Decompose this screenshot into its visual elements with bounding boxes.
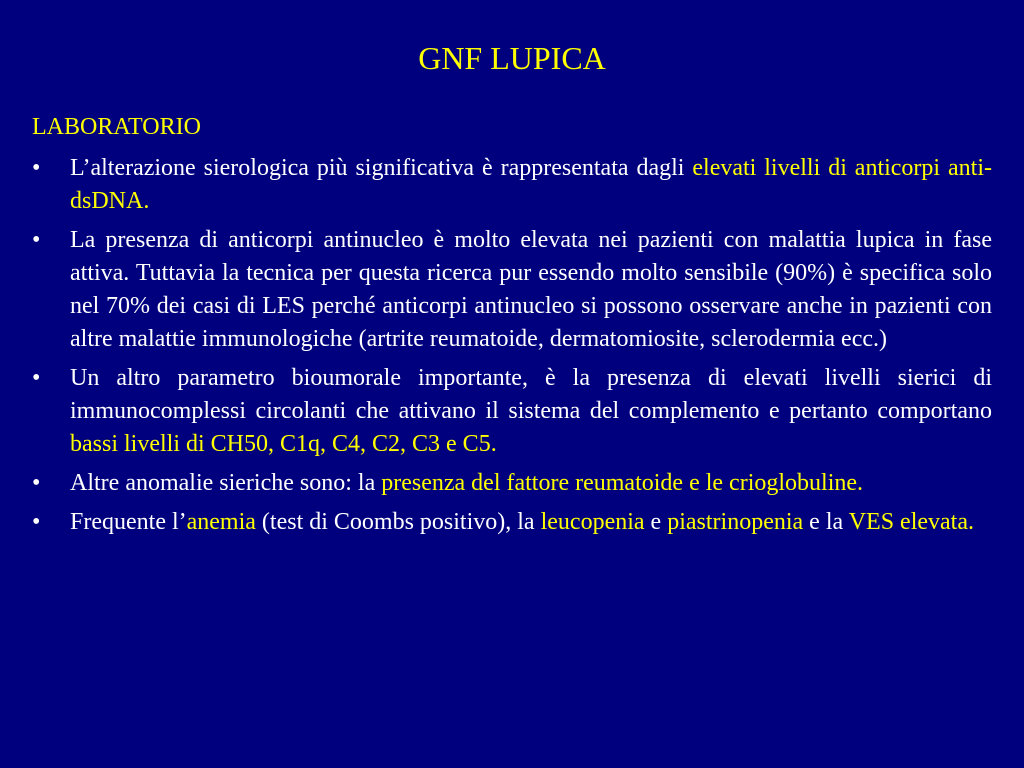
bullet-point-icon: •: [32, 365, 41, 391]
bullet-item: [32, 224, 992, 356]
bullet-item: [32, 152, 992, 218]
bullet-text: (test di Coombs positivo), la: [255, 509, 541, 535]
bullet-list: [32, 152, 992, 545]
bullet-text: La presenza di anticorpi antinucleo è molto elevata nei pazienti con malattia lupica in fase attiva. Tuttavia la tecnica per questa ricerca pur essendo molto sensibile (90%) è specifica solo nel 70% dei casi di LES perché anticorpi antinucleo si possono osservare anche in pazienti con altre malattie immunologiche (artrite reumatoide, dermatomiosite, sclerodermia ecc.): [70, 227, 992, 352]
highlighted-text: presenza del fattore reumatoide e le crioglobuline.: [381, 470, 864, 496]
highlighted-text: piastrinopenia: [667, 509, 804, 535]
bullet-text: Un altro parametro bioumorale importante, è la presenza di elevati livelli sierici di immunocomplessi circolanti che attivano il sistema del complemento e pertanto comportano: [70, 365, 992, 424]
highlighted-text: elevati livelli di anticorpi anti-dsDNA.: [70, 155, 992, 214]
bullet-item: [32, 506, 992, 539]
bullet-text: e: [644, 509, 668, 535]
section-subtitle: LABORATORIO: [32, 114, 201, 140]
highlighted-text: leucopenia: [540, 509, 645, 535]
slide-title: GNF LUPICA: [418, 40, 606, 76]
bullet-text: Frequente l’: [70, 509, 187, 535]
bullet-text: Altre anomalie sieriche sono: la: [70, 470, 382, 496]
bullet-item: [32, 467, 992, 500]
highlighted-text: bassi livelli di CH50, C1q, C4, C2, C3 e C5.: [70, 431, 497, 457]
highlighted-text: VES elevata.: [848, 509, 975, 535]
bullet-text: L’alterazione sierologica più significativa è rappresentata dagli: [70, 155, 693, 181]
bullet-point-icon: •: [32, 509, 41, 535]
bullet-point-icon: •: [32, 227, 41, 253]
highlighted-text: anemia: [186, 509, 256, 535]
bullet-item: [32, 362, 992, 461]
bullet-point-icon: •: [32, 155, 41, 181]
bullet-text: e la: [803, 509, 849, 535]
bullet-point-icon: •: [32, 470, 41, 496]
